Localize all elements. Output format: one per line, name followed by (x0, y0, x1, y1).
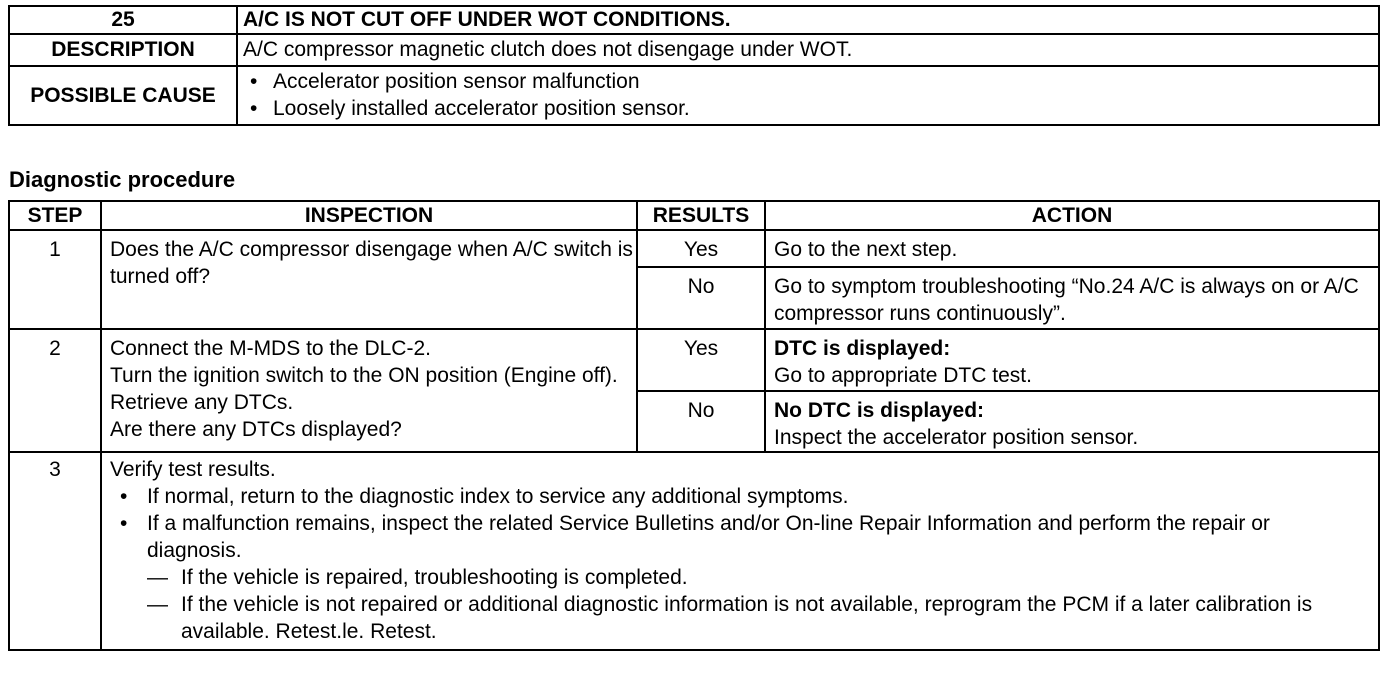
description-row (9, 34, 1379, 66)
verify-intro: Verify test results. (110, 458, 276, 481)
step-result: No (637, 267, 765, 329)
action-heading: No DTC is displayed: (774, 399, 985, 422)
symptom-header-table (8, 5, 1380, 126)
possible-cause-item: • Accelerator position sensor malfunction (238, 68, 1378, 95)
step-action: Go to symptom troubleshooting “No.24 A/C is always on or A/C compressor runs continuously”. (765, 267, 1379, 329)
step-number: 2 (9, 329, 101, 452)
possible-cause-item: • Loosely installed accelerator position sensor. (238, 95, 1378, 122)
table-header-row (9, 201, 1379, 230)
action-text: Go to appropriate DTC test. (774, 364, 1032, 387)
column-header-inspection: INSPECTION (101, 201, 637, 230)
column-header-results: RESULTS (637, 201, 765, 230)
possible-cause-label: POSSIBLE CAUSE (9, 66, 237, 125)
symptom-number: 25 (9, 6, 237, 34)
description-label: DESCRIPTION (9, 34, 237, 66)
step-result: Yes (637, 329, 765, 391)
possible-cause-list (238, 68, 1378, 122)
description-text: A/C compressor magnetic clutch does not disengage under WOT. (237, 34, 1379, 66)
action-text: Inspect the accelerator position sensor. (774, 426, 1139, 449)
step-inspection (101, 329, 637, 452)
verify-sub-item: — If the vehicle is repaired, troubleshooting is completed. (147, 564, 1362, 591)
inspection-line: Connect the M-MDS to the DLC-2. (110, 337, 431, 360)
column-header-step: STEP (9, 201, 101, 230)
symptom-title-row (9, 6, 1379, 34)
step-number: 3 (9, 452, 101, 650)
section-title: Diagnostic procedure (9, 167, 236, 192)
step-action (765, 329, 1379, 391)
verify-item-text: • If a malfunction remains, inspect the related Service Bulletins and/or On-line Repair Information and perform the repair or diagnosis. (147, 512, 1270, 562)
step-number: 1 (9, 230, 101, 329)
verify-list (110, 483, 1362, 645)
step-verify-cell (101, 452, 1379, 650)
step-action (765, 391, 1379, 452)
table-row (9, 329, 1379, 391)
verify-sub-item: — If the vehicle is not repaired or additional diagnostic information is not available, reprogram the PCM if a later calibration is available. Retest.le. Retest. (147, 591, 1362, 645)
verify-item (110, 510, 1362, 645)
table-row (9, 230, 1379, 267)
possible-cause-row (9, 66, 1379, 125)
inspection-line: Turn the ignition switch to the ON position (Engine off). (110, 364, 618, 387)
step-result: Yes (637, 230, 765, 267)
inspection-line: Are there any DTCs displayed? (110, 418, 402, 441)
possible-cause-cell (237, 66, 1379, 125)
action-heading: DTC is displayed: (774, 337, 951, 360)
verify-item: • If normal, return to the diagnostic index to service any additional symptoms. (110, 483, 1362, 510)
table-row (9, 452, 1379, 650)
symptom-title: A/C IS NOT CUT OFF UNDER WOT CONDITIONS. (237, 6, 1379, 34)
inspection-line: Retrieve any DTCs. (110, 391, 294, 414)
step-result: No (637, 391, 765, 452)
step-action: Go to the next step. (765, 230, 1379, 267)
verify-sub-list (147, 564, 1362, 645)
step-inspection: Does the A/C compressor disengage when A/C switch is turned off? (101, 230, 637, 329)
column-header-action: ACTION (765, 201, 1379, 230)
diagnostic-procedure-table (8, 200, 1380, 651)
